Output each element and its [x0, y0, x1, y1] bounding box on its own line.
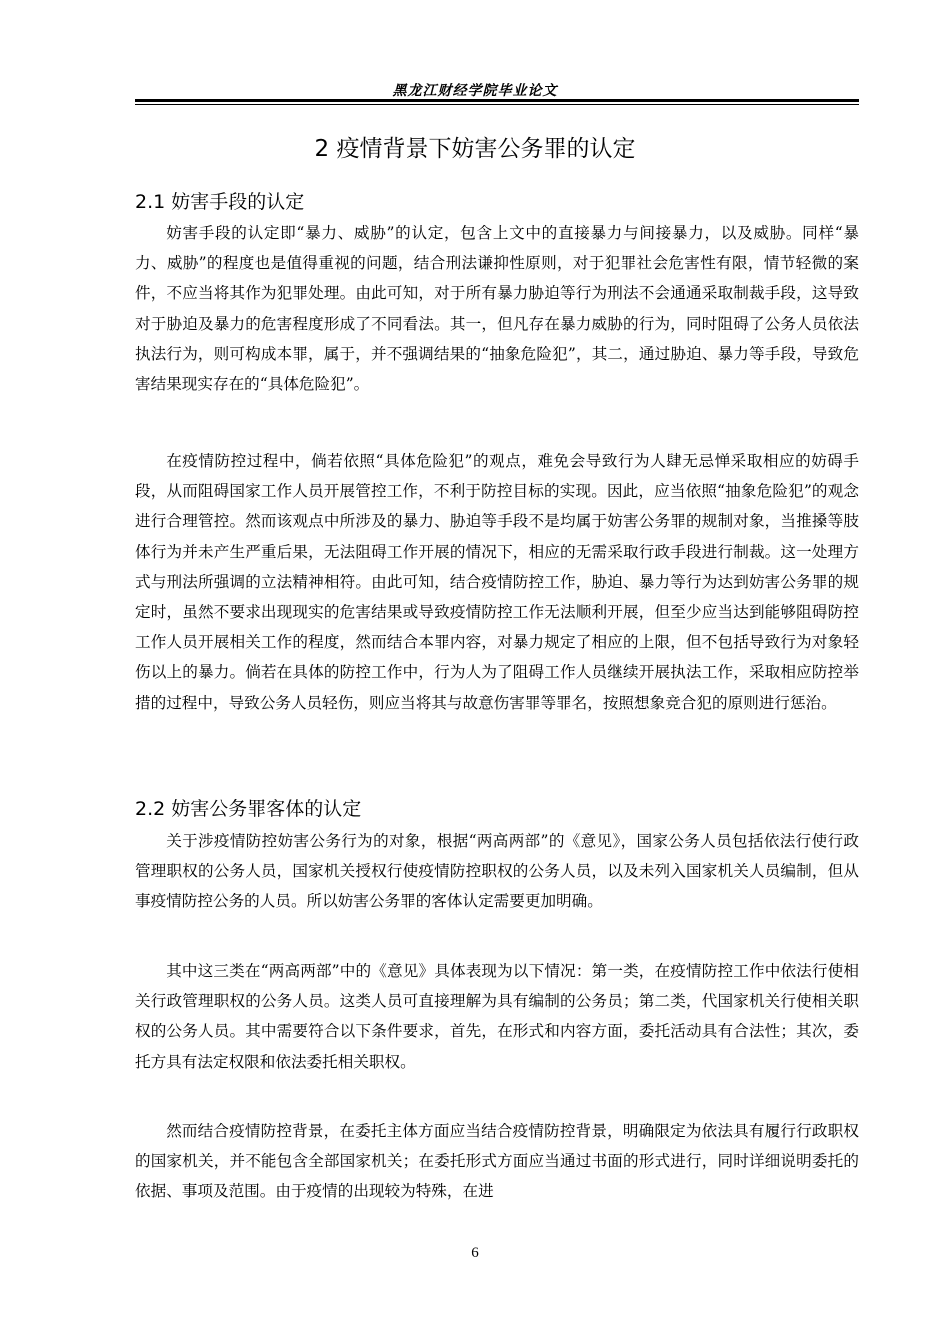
section-title-2-1: 2.1 妨害手段的认定	[135, 191, 305, 213]
page-number: 6	[471, 1245, 479, 1261]
chapter-title: 2 疫情背景下妨害公务罪的认定	[314, 136, 636, 162]
running-header-title: 黑龙江财经学院毕业论文	[392, 83, 558, 99]
section-2-2-paragraph-1: 关于涉疫情防控妨害公务行为的对象，根据“两高两部”的《意见》，国家公务人员包括依法行使行政管理职权的公务人员，国家机关授权行使疫情防控职权的公务人员，以及未列入国家机关人员编制，但从事疫情防控公务的人员。所以妨害公务罪的客体认定需要更加明确。	[135, 832, 859, 911]
section-2-1-paragraph-2: 在疫情防控过程中，倘若依照“具体危险犯”的观点，难免会导致行为人肆无忌惮采取相应的妨碍手段，从而阻碍国家工作人员开展管控工作，不利于防控目标的实现。因此，应当依照“抽象危险犯”的观念进行合理管控。然而该观点中所涉及的暴力、胁迫等手段不是均属于妨害公务罪的规制对象，当推搡等肢体行为并未产生严重后果，无法阻碍工作开展的情况下，相应的无需采取行政手段进行制裁。这一处理方式与刑法所强调的立法精神相符。由此可知，结合疫情防控工作，胁迫、暴力等行为达到妨害公务罪的规定时，虽然不要求出现现实的危害结果或导致疫情防控工作无法顺利开展，但至少应当达到能够阻碍防控工作人员开展相关工作的程度，然而结合本罪内容，对暴力规定了相应的上限，但不包括导致行为对象轻伤以上的暴力。倘若在具体的防控工作中，行为人为了阻碍工作人员继续开展执法工作，采取相应防控举措的过程中，导致公务人员轻伤，则应当将其与故意伤害罪等罪名，按照想象竞合犯的原则进行惩治。	[135, 452, 859, 712]
section-2-1-paragraph-1: 妨害手段的认定即“暴力、威胁”的认定，包含上文中的直接暴力与间接暴力，以及威胁。同样“暴力、威胁”的程度也是值得重视的问题，结合刑法谦抑性原则，对于犯罪社会危害性有限，情节轻微的案件，不应当将其作为犯罪处理。由此可知，对于所有暴力胁迫等行为刑法不会通通采取制裁手段，这导致对于胁迫及暴力的危害程度形成了不同看法。其一，但凡存在暴力威胁的行为，同时阻碍了公务人员依法执法行为，则可构成本罪，属于，并不强调结果的“抽象危险犯”，其二，通过胁迫、暴力等手段，导致危害结果现实存在的“具体危险犯”。	[135, 224, 859, 394]
section-title-2-2: 2.2 妨害公务罪客体的认定	[135, 798, 362, 820]
header-rule-thick	[135, 99, 859, 102]
section-2-2-paragraph-3: 然而结合疫情防控背景，在委托主体方面应当结合疫情防控背景，明确限定为依法具有履行行政职权的国家机关，并不能包含全部国家机关；在委托形式方面应当通过书面的形式进行，同时详细说明委托的依据、事项及范围。由于疫情的出现较为特殊，在进	[135, 1122, 859, 1201]
header-rule-thin	[135, 104, 859, 105]
section-2-2-paragraph-2: 其中这三类在“两高两部”中的《意见》具体表现为以下情况：第一类，在疫情防控工作中依法行使相关行政管理职权的公务人员。这类人员可直接理解为具有编制的公务员；第二类，代国家机关行使相关职权的公务人员。其中需要符合以下条件要求，首先，在形式和内容方面，委托活动具有合法性；其次，委托方具有法定权限和依法委托相关职权。	[135, 962, 859, 1071]
